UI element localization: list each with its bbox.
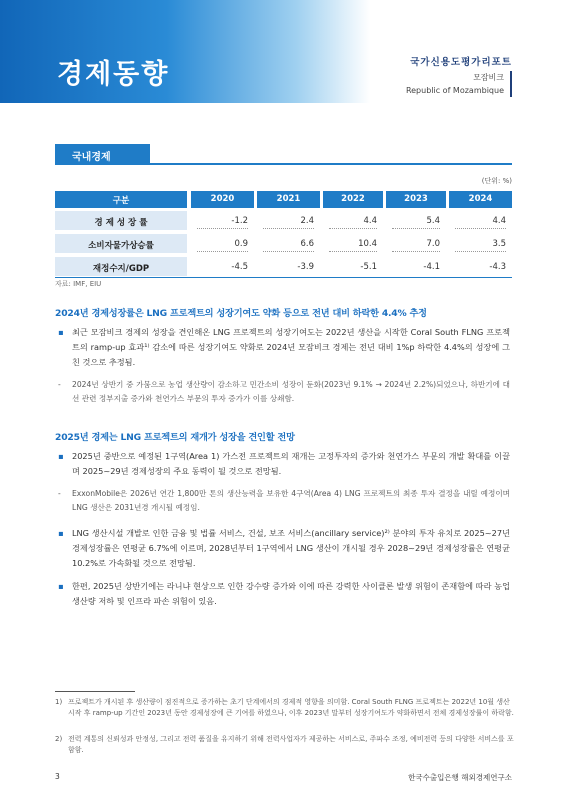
bullet-icon: ▪: [58, 451, 64, 461]
indicator-table: [55, 191, 512, 277]
bullet-icon: ▪: [58, 327, 64, 337]
report-name: 국가신용도평가리포트: [410, 57, 512, 68]
table-cell: -4.5: [231, 262, 248, 272]
page-number: 3: [55, 772, 60, 781]
table-cell: -1.2: [191, 211, 254, 231]
section-heading: 2024년 경제성장률은 LNG 프로젝트의 성장기여도 약화 등으로 전년 대비 하락한 4.4% 추정: [55, 308, 427, 319]
footnote-text: 프로젝트가 개시된 후 생산량이 점진적으로 증가하는 초기 단계에서의 경제적 영향을 의미함. Coral South FLNG 프로젝트는 2022년 10월 생산 시작 후 ramp-up 기간인 2023년 동안 경제성장에 큰 기여를 하였으나, 이후 2023년 말부터 성장기여도가 약화하면서 전체 경제성장률이 하락함.: [68, 698, 514, 717]
sub-text: 2024년 상반기 중 가뭄으로 농업 생산량이 감소하고 민간소비 성장이 둔화(2023년 9.1% → 2024년 2.2%)되었으나, 하반기에 대선 관련 정부지출 증가와 천연가스 부문의 투자 증가가 이를 상쇄함.: [72, 380, 510, 403]
table-header-cell: 구분: [55, 191, 187, 208]
country-label: [406, 71, 512, 97]
footnote: [55, 734, 517, 756]
table-source: 자료: IMF, EIU: [55, 280, 102, 288]
table-cell: -3.9: [297, 262, 314, 272]
table-cell: -5.1: [360, 262, 377, 272]
table-cell: 0.9: [191, 234, 254, 254]
publisher-name: 한국수출입은행 해외경제연구소: [408, 773, 512, 782]
table-unit: (단위: %): [481, 177, 512, 185]
table-header-cell: 2022: [323, 191, 383, 208]
bullet-icon: ▪: [58, 528, 64, 538]
table-bottom-rule: [55, 277, 512, 278]
sub-item: [58, 378, 510, 406]
row-label: 재정수지/GDP: [55, 257, 187, 277]
table-header-row: [55, 191, 512, 208]
table-cell: 4.4: [449, 211, 512, 231]
row-label: 소비자물가상승률: [55, 234, 187, 254]
table-row: [55, 211, 512, 231]
bullet-item: [58, 526, 510, 571]
table-cell: 4.4: [323, 211, 383, 231]
table-header-cell: 2021: [257, 191, 320, 208]
table-cell: 5.4: [386, 211, 446, 231]
country-name-en: Republic of Mozambique: [405, 86, 504, 95]
footnote-text: 전력 계통의 신뢰성과 안정성, 그리고 전력 품질을 유지하기 위해 전력사업자가 제공하는 서비스로, 주파수 조정, 예비전력 등의 다양한 서비스를 포함함.: [68, 735, 514, 754]
bullet-item: [58, 579, 510, 609]
table-cell: -4.3: [489, 262, 506, 272]
footnote-number: 1): [55, 698, 63, 706]
table-cell: 7.0: [386, 234, 446, 254]
header-banner: [0, 0, 370, 103]
table-cell: 10.4: [323, 234, 383, 254]
row-label: 경 제 성 장 률: [55, 211, 187, 231]
bullet-item: [58, 449, 510, 479]
dash-icon: -: [58, 380, 61, 389]
table-cell: 6.6: [257, 234, 320, 254]
table-cell: -4.1: [423, 262, 440, 272]
sub-item: [58, 487, 510, 515]
table-cell: 3.5: [449, 234, 512, 254]
bullet-text: 한편, 2025년 상반기에는 라니냐 현상으로 인한 강수량 증가와 이에 따른 강력한 사이클론 발생 위험이 존재함에 따라 농업 생산량 저하 및 인프라 파손 위험이 있음.: [72, 581, 510, 606]
table-header-cell: 2023: [386, 191, 446, 208]
bullet-text: LNG 생산시설 개발로 인한 금융 및 법률 서비스, 건설, 보조 서비스(ancillary service)²⁾ 분야의 투자 유치로 2025~27년 경제성장률은 연평균 6.7%에 이르며, 2028년부터 1구역에서 LNG 생산이 개시될 경우 2028~29년 경제성장률은 연평균 10.2%로 가속화될 것으로 전망됨.: [72, 528, 510, 568]
bullet-text: 2025년 중반으로 예정된 1구역(Area 1) 가스전 프로젝트의 재개는 고정투자의 증가와 천연가스 부문의 개발 확대를 이끌며 2025~29년 경제성장의 주요 동력이 될 것으로 전망됨.: [72, 451, 510, 476]
footnote-number: 2): [55, 735, 63, 743]
table-cell: 2.4: [257, 211, 320, 231]
sub-text: ExxonMobile은 2026년 연간 1,800만 톤의 생산능력을 보유한 4구역(Area 4) LNG 프로젝트의 최종 투자 결정을 내릴 예정이며 LNG 생산은 2031년경 개시될 예정임.: [72, 489, 510, 512]
section-divider: [55, 163, 512, 165]
country-name-ko: 모잠비크: [473, 73, 504, 82]
bullet-item: [58, 325, 510, 370]
dash-icon: -: [58, 489, 61, 498]
section-tab-domestic-economy: 국내경제: [55, 144, 150, 164]
section-heading: 2025년 경제는 LNG 프로젝트의 재개가 성장을 견인할 전망: [55, 432, 295, 443]
footnote-divider: [55, 691, 135, 692]
page-title: 경제동향: [57, 59, 170, 90]
table-row: [55, 234, 512, 254]
footnote: [55, 697, 517, 719]
bullet-text: 최근 모잠비크 경제의 성장을 견인해온 LNG 프로젝트의 성장기여도는 2022년 생산을 시작한 Coral South FLNG 프로젝트의 ramp-up 효과¹⁾ 감소에 따른 성장기여도 약화로 2024년 모잠비크 경제는 전년 대비 1%p 하락한 4.4%의 성장에 그친 것으로 추정됨.: [72, 327, 510, 367]
bullet-icon: ▪: [58, 581, 64, 591]
table-header-cell: 2020: [191, 191, 254, 208]
table-row: [55, 257, 512, 277]
table-header-cell: 2024: [449, 191, 512, 208]
